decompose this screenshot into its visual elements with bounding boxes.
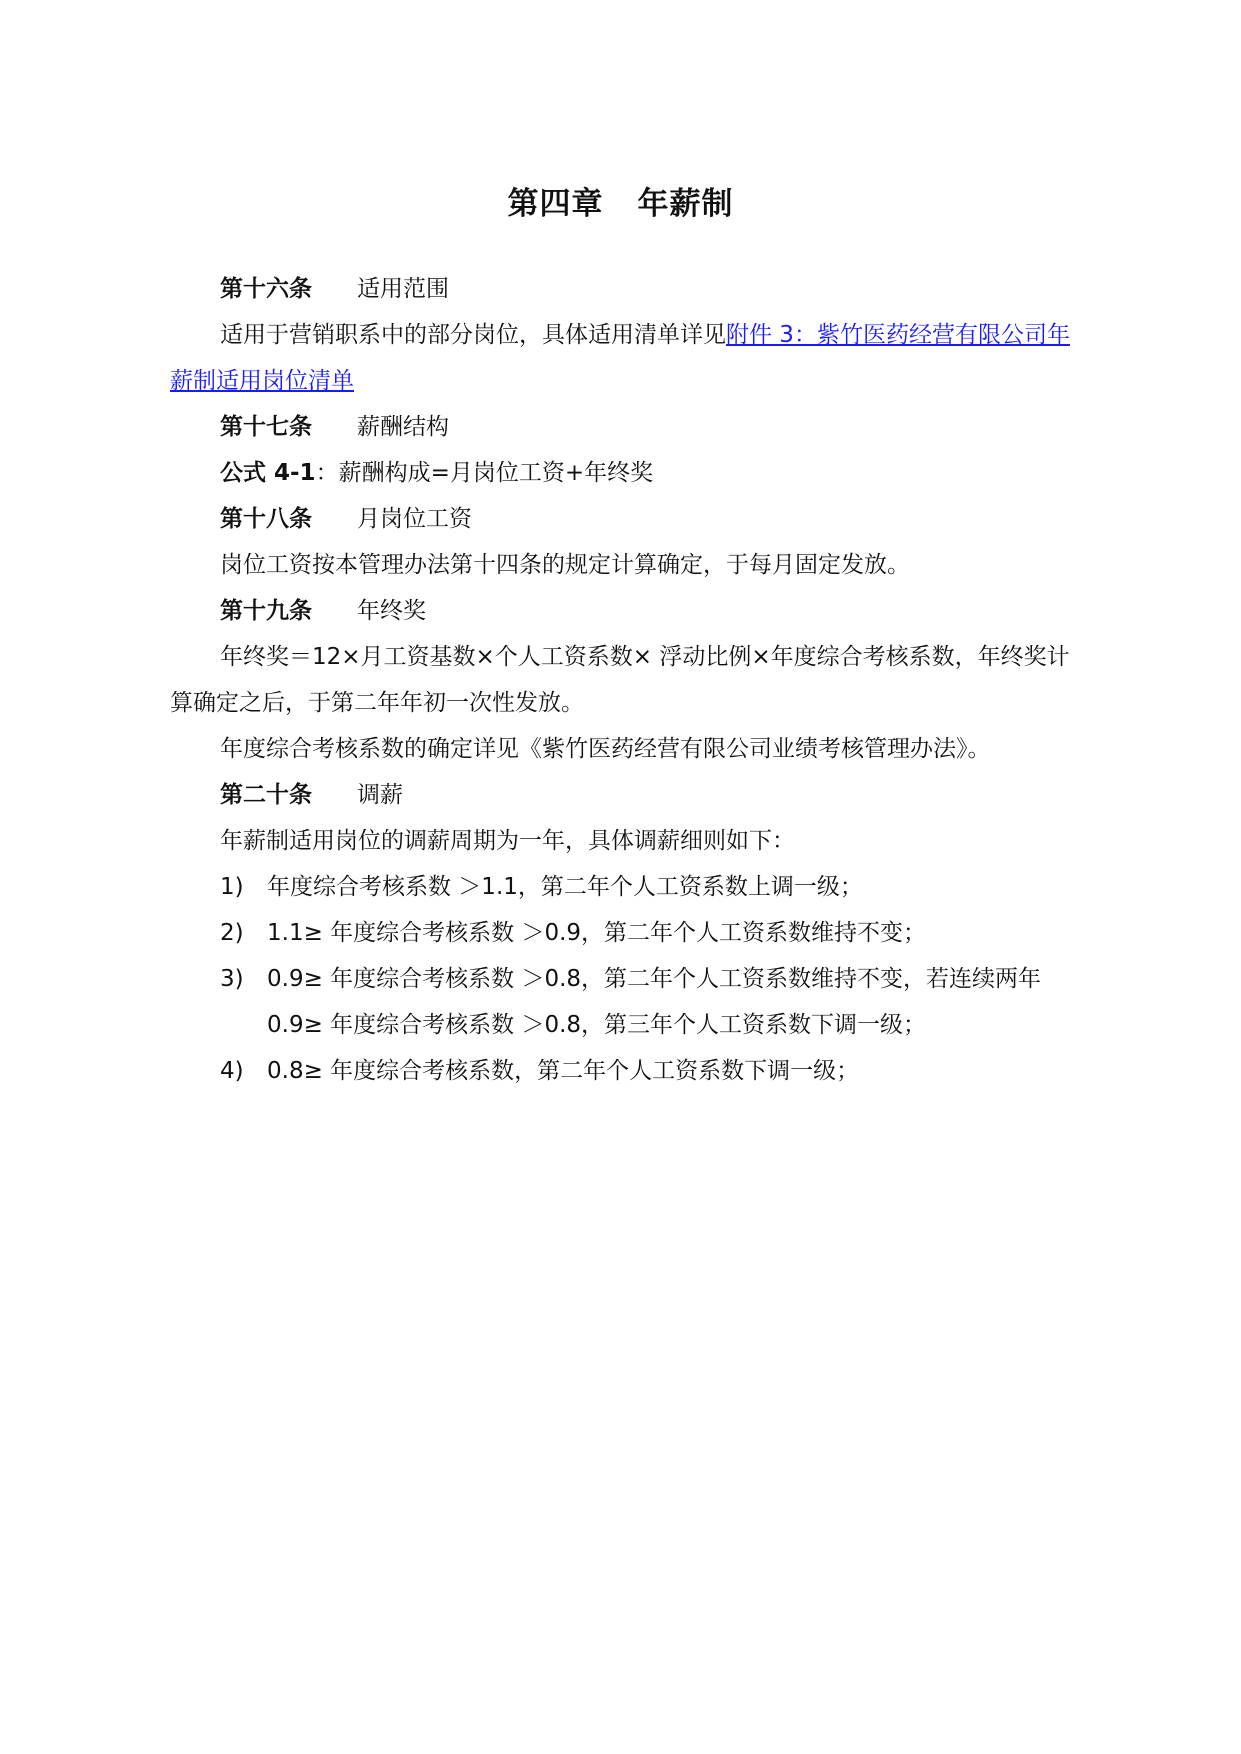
article-17-heading [170, 404, 1080, 450]
article-16-heading [170, 266, 1080, 312]
article-20-heading [170, 772, 1080, 818]
chapter-body [170, 266, 1080, 1094]
article-20-number: 第二十条 [220, 782, 312, 808]
list-marker: 4) [220, 1058, 244, 1084]
list-marker: 1) [220, 874, 244, 900]
article-19-reference: 年度综合考核系数的确定详见《紫竹医药经营有限公司业绩考核管理办法》。 [220, 736, 991, 762]
list-item [170, 956, 1080, 1048]
list-item [170, 1048, 1080, 1094]
article-17-title: 薪酬结构 [357, 414, 449, 440]
formula-4-1 [170, 450, 1080, 496]
chapter-title [0, 182, 1241, 226]
article-19-formula: 年终奖＝12×月工资基数×个人工资系数× 浮动比例×年度综合考核系数，年终奖计算确定之后，于第二年年初一次性发放。 [170, 644, 1070, 716]
list-item-text: 0.9≥ 年度综合考核系数 ＞0.8，第二年个人工资系数维持不变，若连续两年 0.9≥ 年度综合考核系数 ＞0.8，第三年个人工资系数下调一级； [267, 966, 1042, 1038]
list-item-text: 年度综合考核系数 ＞1.1，第二年个人工资系数上调一级； [267, 874, 863, 900]
list-item [170, 910, 1080, 956]
list-marker: 3) [220, 966, 244, 992]
article-18-number: 第十八条 [220, 506, 312, 532]
article-17-number: 第十七条 [220, 414, 312, 440]
article-19-heading [170, 588, 1080, 634]
attachment-3-link[interactable]: 附件 3：紫竹医药经营有限公司年薪制适用岗位清单 [170, 322, 1070, 394]
article-16-title: 适用范围 [357, 276, 449, 302]
formula-label: 公式 4-1 [220, 460, 316, 486]
article-19-title: 年终奖 [357, 598, 426, 624]
chapter-name: 年薪制 [637, 186, 734, 222]
article-18-heading [170, 496, 1080, 542]
formula-text: ：薪酬构成=月岗位工资+年终奖 [315, 460, 654, 486]
article-20-intro: 年薪制适用岗位的调薪周期为一年，具体调薪细则如下： [220, 828, 795, 854]
list-item-text: 1.1≥ 年度综合考核系数 ＞0.9，第二年个人工资系数维持不变； [267, 920, 927, 946]
article-18-title: 月岗位工资 [357, 506, 472, 532]
list-marker: 2) [220, 920, 244, 946]
article-16-body: 适用于营销职系中的部分岗位，具体适用清单详见 [220, 322, 726, 348]
article-16-number: 第十六条 [220, 276, 312, 302]
article-20-title: 调薪 [357, 782, 403, 808]
article-16-text [170, 312, 1080, 404]
chapter-number: 第四章 [507, 186, 604, 222]
list-item [170, 864, 1080, 910]
article-18-text: 岗位工资按本管理办法第十四条的规定计算确定，于每月固定发放。 [220, 552, 910, 578]
article-19-number: 第十九条 [220, 598, 312, 624]
list-item-text: 0.8≥ 年度综合考核系数，第二年个人工资系数下调一级； [267, 1058, 860, 1084]
